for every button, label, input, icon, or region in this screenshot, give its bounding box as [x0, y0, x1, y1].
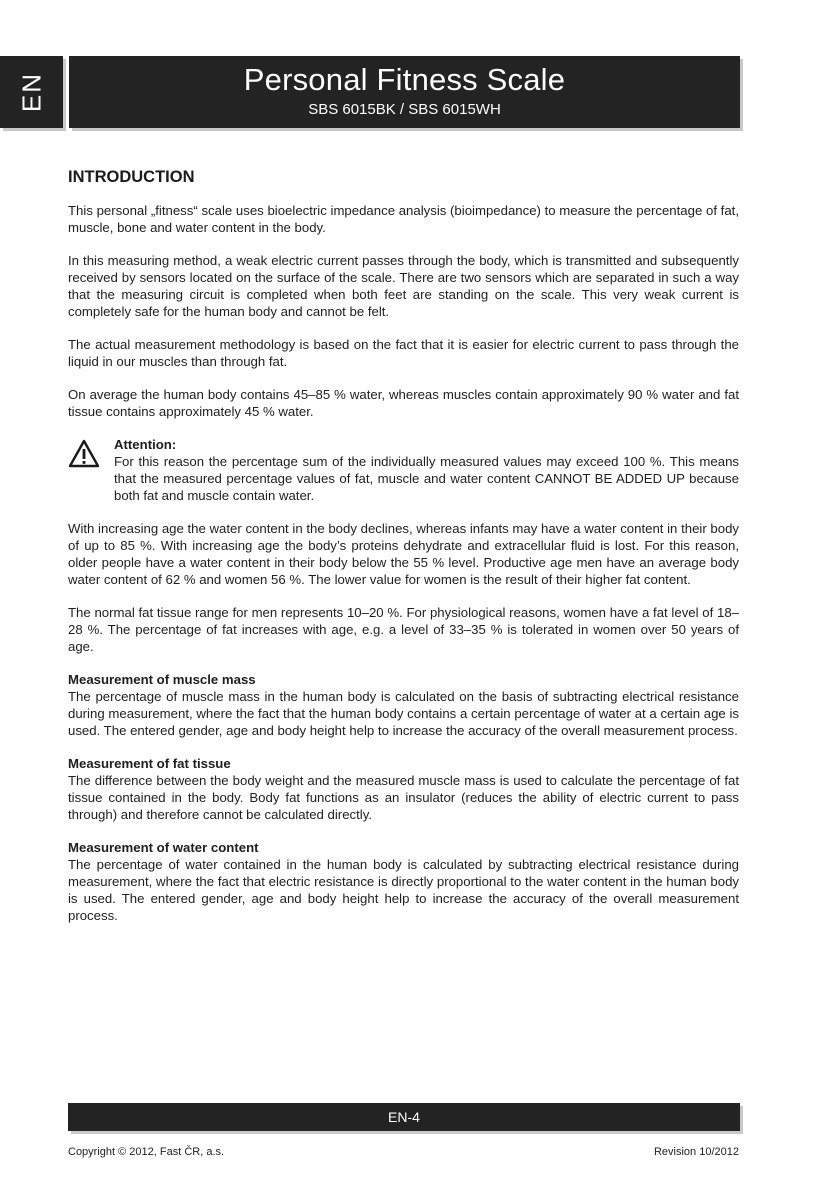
main-content	[68, 166, 739, 940]
language-tab	[0, 56, 63, 128]
subsection-text: The percentage of water contained in the human body is calculated by subtracting electrical resistance during measurement, where the fact that electric resistance is directly proportional to the water content in the human body is used. The entered gender, age and body height help to increase the accuracy of the overall measurement process.	[68, 857, 739, 923]
revision-text: Revision 10/2012	[653, 1146, 739, 1158]
header-banner	[69, 56, 740, 128]
warning-triangle-icon	[68, 439, 100, 468]
subsection-muscle-mass	[68, 671, 739, 739]
page-title: Personal Fitness Scale	[243, 62, 566, 97]
attention-text: For this reason the percentage sum of the individually measured values may exceed 100 %. This means that the measured percentage values of fat, muscle and water content CANNOT BE ADDED UP because both fat and muscle contain water.	[114, 454, 739, 503]
body-paragraph: With increasing age the water content in the body declines, whereas infants may have a water content in their body of up to 85 %. With increasing age the body’s proteins dehydrate and extracellular fluid is lost. For this reason, older people have a water content in their body below the 55 % level. Productive age men have an average body water content of 62 % and women 56 %. The lower value for women is the result of their higher fat content.	[68, 521, 739, 587]
page-number-bar	[68, 1103, 740, 1131]
model-subtitle: SBS 6015BK / SBS 6015WH	[308, 101, 501, 118]
intro-paragraph: In this measuring method, a weak electric current passes through the body, which is transmitted and subsequently received by sensors located on the surface of the scale. There are two sensors which are separated in such a way that the measuring circuit is completed when both feet are standing on the scale. This very weak current is completely safe for the human body and cannot be felt.	[68, 253, 739, 319]
attention-title: Attention:	[114, 437, 177, 452]
section-heading: INTRODUCTION	[68, 168, 195, 186]
intro-paragraph: On average the human body contains 45–85 % water, whereas muscles contain approximately 90 % water and fat tissue contains approximately 45 % water.	[68, 387, 739, 419]
subsection-title: Measurement of water content	[68, 840, 259, 855]
subsection-title: Measurement of muscle mass	[68, 672, 256, 687]
subsection-title: Measurement of fat tissue	[68, 756, 231, 771]
intro-paragraph: The actual measurement methodology is based on the fact that it is easier for electric current to pass through the liquid in our muscles than through fat.	[68, 337, 739, 369]
page-number: EN-4	[388, 1109, 420, 1125]
subsection-fat-tissue	[68, 755, 739, 823]
subsection-water-content	[68, 839, 739, 924]
intro-paragraph: This personal „fitness“ scale uses bioelectric impedance analysis (bioimpedance) to measure the percentage of fat, muscle, bone and water content in the body.	[68, 203, 739, 235]
subsection-text: The difference between the body weight and the measured muscle mass is used to calculate the percentage of fat tissue contained in the body. Body fat functions as an insulator (reduces the ability of electric current to pass through) and therefore cannot be calculated directly.	[68, 773, 739, 822]
language-tab-label: EN	[16, 71, 46, 113]
copyright-text: Copyright © 2012, Fast ČR, a.s.	[68, 1146, 225, 1158]
attention-box	[68, 436, 739, 504]
body-paragraph: The normal fat tissue range for men represents 10–20 %. For physiological reasons, women have a fat level of 18–28 %. The percentage of fat increases with age, e.g. a level of 33–35 % is tolerated in women over 50 years of age.	[68, 605, 739, 654]
subsection-text: The percentage of muscle mass in the human body is calculated on the basis of subtracting electrical resistance during measurement, where the fact that the human body contains a certain percentage of water at a certain age is used. The entered gender, age and body height help to increase the accuracy of the overall measurement process.	[68, 689, 739, 738]
